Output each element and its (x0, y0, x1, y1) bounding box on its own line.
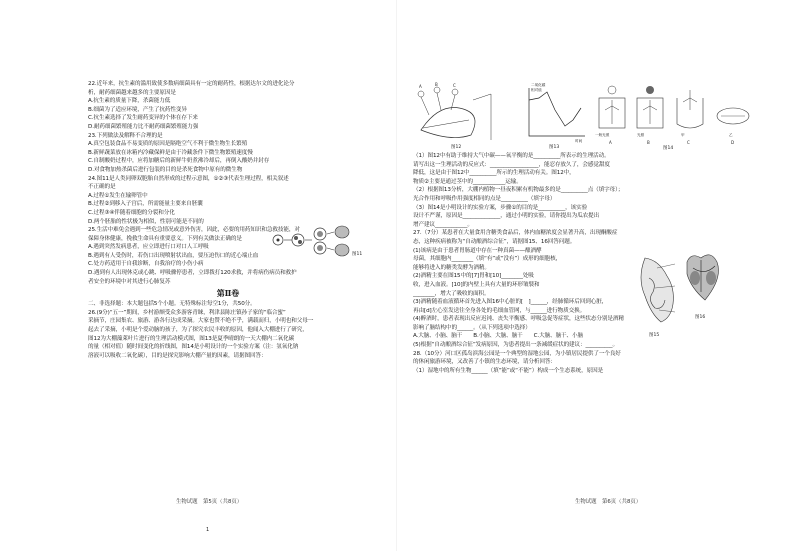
text-line: 27.（7分）某患者在大量食用含糖类食品后，体内血糖浓度会显著升高，出现酮酸症 (413, 230, 618, 237)
svg-text:一般光照: 一般光照 (595, 133, 610, 137)
axis-label: 二氧化碳 (531, 83, 546, 87)
text-line: A.真空包装食品不易变质的原因是隔绝空气不利于微生物生长繁殖 (88, 141, 248, 148)
text-line: （3）图14是小明设计的实验方案，步骤①的目的是__________，该实验 (413, 204, 588, 211)
twin-formation-diagram (268, 222, 368, 258)
svg-text:C: C (453, 83, 456, 88)
text-line: C.抗生素选择了发生耐药变异的个体在存下来 (88, 115, 198, 122)
text-line: 设计不严谨，原因是______________，通过小明的实验，请你提出为瓜农提出 (413, 213, 600, 220)
axis-label: 时间 (575, 139, 583, 143)
text-line: A.遇到突然发病患者，应立即进行口对口人工呼吸 (88, 244, 209, 251)
text-line: 22.近年来，抗生素的滥用致使多数病细菌具有一定的耐药性，根据达尔文的进化论分 (88, 81, 295, 87)
figure-15-16 (631, 248, 727, 348)
co2-line-chart (521, 80, 591, 150)
text-line: A.抗生素的质量下降，杀菌能力低 (88, 98, 171, 105)
margin-mark: 1 (206, 527, 210, 533)
text-line: 26.(9分)“五一”期间，乡村游颇受众多游客青睐，利津县陈庄镇孙子家的“临合蜜” (88, 309, 286, 316)
figure-14-caption: 图14 (663, 146, 674, 150)
axis-label: 相对值 (531, 88, 542, 92)
page-footer: 生物试题 第6页（共8页） (575, 499, 642, 505)
figure-16-caption: 图16 (695, 315, 706, 320)
text-line: 溶液可以吸收二氧化碳），目的是探究影响大棚产量的因素，请据图回答： (88, 352, 267, 359)
section-title: 第Ⅱ卷 (216, 288, 240, 299)
figure-15-caption: 图15 (649, 333, 660, 338)
text-line: B.新鲜蔬菜放在冰箱内冷藏保鲜是由于冷藏条件下微生物繁殖速度慢 (88, 149, 253, 156)
text-line: 的休闲旅游环境，又改善了小镇的生态环境，请分析回答： (413, 359, 556, 366)
right-page (397, 0, 794, 551)
text-line: 的量（相对值）随时间变化的折线图，图14是小明设计的一个实验方案（注：氢氧化钠 (88, 344, 299, 351)
svg-text:C: C (687, 140, 690, 145)
svg-text:A: A (609, 140, 612, 145)
text-line: D.遇到有人出现休克或心跳、呼吸骤停患者，立即拨打120求救，并将病伤病员和救护 (88, 270, 297, 277)
text-line: 再由[d]左心室发送往全身各处的毛细血管网，与______进行物质交换。 (413, 307, 586, 314)
text-line: D.两个胚胎的性状极为相似，性别可能是不同的 (88, 218, 204, 225)
text-line: (4)醉酒时，患者表现出反应迟钝、丧失平衡感、呼吸急促等症状，这些状态分别是酒精 (413, 316, 624, 323)
text-line: B.过程②到移入子宫后，所需能量主要来自胚囊 (88, 201, 203, 208)
text-line: 影响了脑结构中的______。（从下列选项中选择） (413, 324, 531, 331)
text-line: 母菌，其细胞内________（填“有”或“没有”）成形的细胞核， (413, 256, 562, 263)
figure-11 (268, 222, 368, 258)
text-line: 收，进入血液。[10]的内壁上具有大量的环形皱襞和 (413, 281, 540, 288)
text-line: 增产建议____________。 (413, 221, 473, 228)
text-line: 析，耐药细菌越来越多的主要原因是 (88, 89, 176, 96)
text-line: (1)该病是由于患者胃肠道中存在一种真菌——酿酒酵 (413, 247, 542, 254)
text-line: 起去了采摘，小明是个爱动脑的孩子，为了探究农民丰收的原因，他闻入大棚进行了研究， (88, 327, 308, 334)
svg-text:D: D (731, 140, 735, 145)
text-line: （1）图12中有助于维持大气中碳——氧平衡的是__________所表示的生理活动。 (413, 153, 610, 159)
text-line: 25.生活中难免会遇到一些危急情况或意外伤害，因此，必要的用药知识和急救技能，对 (88, 227, 300, 234)
text-line: 不正确的是 (88, 184, 116, 191)
figure-14 (593, 80, 763, 150)
svg-text:乙: 乙 (729, 133, 733, 137)
text-line: 28.（10分）河口区孤岛滨海公园是一个典型的湿地公园，为小镇居民提供了一个良好 (413, 350, 621, 357)
text-line: D.对食物加热杀菌后进行包装的目的是杀死食物中原有的微生物 (88, 166, 243, 173)
text-line: 能够将进入的糖类发酵为酒精。 (413, 264, 490, 271)
figure-12 (411, 80, 523, 150)
text-line: A.大脑、小脑、脑干 B.小脑、大脑、脑干 C.大脑、脑干、小脑 (413, 333, 584, 340)
svg-text:B: B (647, 140, 650, 145)
text-line: (2)酒精主要在图15中的[7]胃和[10]________处吸 (413, 273, 534, 280)
text-line: D.耐药细菌繁殖能力比不耐药细菌繁殖能力强 (88, 123, 199, 130)
text-line: C.自制酸奶过程中，应将加糖后的新鲜牛奶煮沸冷却后，再倒入酸奶并封存 (88, 158, 270, 165)
svg-text:B: B (435, 82, 438, 87)
digestive-heart-diagram (631, 248, 727, 348)
text-line: (3)酒精随着血液循环首先进入图16中心脏的[ ]______，经肺循环后回到心脏， (413, 299, 608, 306)
left-text-column (88, 80, 368, 360)
svg-text:A: A (419, 84, 422, 89)
page-footer: 生物试题 第5页（共8页） (176, 499, 243, 505)
leaf-activity-diagram (411, 80, 523, 150)
text-line: (5)根据“自动酿酒综合征”发病原因，为患者提出一条减缓症状的建议：__________。 (413, 342, 619, 349)
text-line: 采摘节，庄园集农、旅游、游各行达成采摘。大家也赞不绝不乎，满载而归，小明也和父母一 (88, 318, 314, 325)
text-line: 23.下列做法及解释不合理的是 (88, 132, 163, 139)
text-line: （2）根据图13分析，大棚内植物一昼夜积累有机物最多的是__________点（填字母）； (413, 187, 624, 194)
text-line: C.处方药适用于自我诊断，自我治疗的小伤小病 (88, 261, 204, 268)
svg-text:甲: 甲 (681, 133, 685, 137)
figure-12-caption: 图12 (451, 145, 462, 150)
text-line: B.细菌为了适应环境，产生了抗药性变异 (88, 106, 187, 113)
text-line: 态，这种疾病被称为“自动酿酒综合征”，请据图15、16回答问题。 (413, 238, 576, 245)
text-line: A.过程①发生在输卵管中 (88, 192, 148, 199)
text-line: 光合作用和呼吸作用强度相同的点是__________（填字母） (413, 195, 556, 202)
text-line: 二、非选择题：本大题包括5个小题。无特殊标注每空1分，共50分。 (88, 301, 256, 308)
figure-13 (521, 80, 591, 150)
text-line: 保障身体健康，挽救生命具有重要意义。下列有关做法正确的是 (88, 235, 242, 242)
figure-11-caption: 图11 (352, 252, 363, 257)
text-line: 24.图11是人类同卵双胞胎自然形成的过程示意图，①②③代表生理过程，相关叙述 (88, 175, 289, 182)
svg-text:光照: 光照 (637, 133, 645, 137)
text-line: B.遇到有人受伤时，若伤口出现喷射状出血，要压迫伤口的近心端止血 (88, 252, 259, 259)
text-line: 图12为大棚藻萊叶片进行的生理活动模式图，图13是夏季晴朗的一天大棚内二氧化碳 (88, 335, 295, 342)
figure-13-caption: 图13 (549, 145, 560, 150)
text-line: ________，增大了吸收的面积。 (413, 290, 490, 297)
text-line: C.过程③④伴随着细胞的分裂和分化 (88, 209, 175, 216)
text-line: 者安全的环境中对其进行心肺复苏 (88, 278, 171, 285)
text-line: （1）湿地中的所有生物______（填“能”或“不能”）构成一个生态系统，原因是 (413, 367, 604, 374)
experiment-setup-diagram (593, 80, 763, 150)
text-line: 降低，这是由于图12中__________所示的生理活动有关。图12中， (413, 170, 575, 177)
text-line: 物质②主要是通过茎中的____________运输。 (413, 178, 522, 185)
text-line: 请写出这一生理活动的反应式：__________________，能忍存放久了，会感觉甜度 (413, 161, 610, 168)
